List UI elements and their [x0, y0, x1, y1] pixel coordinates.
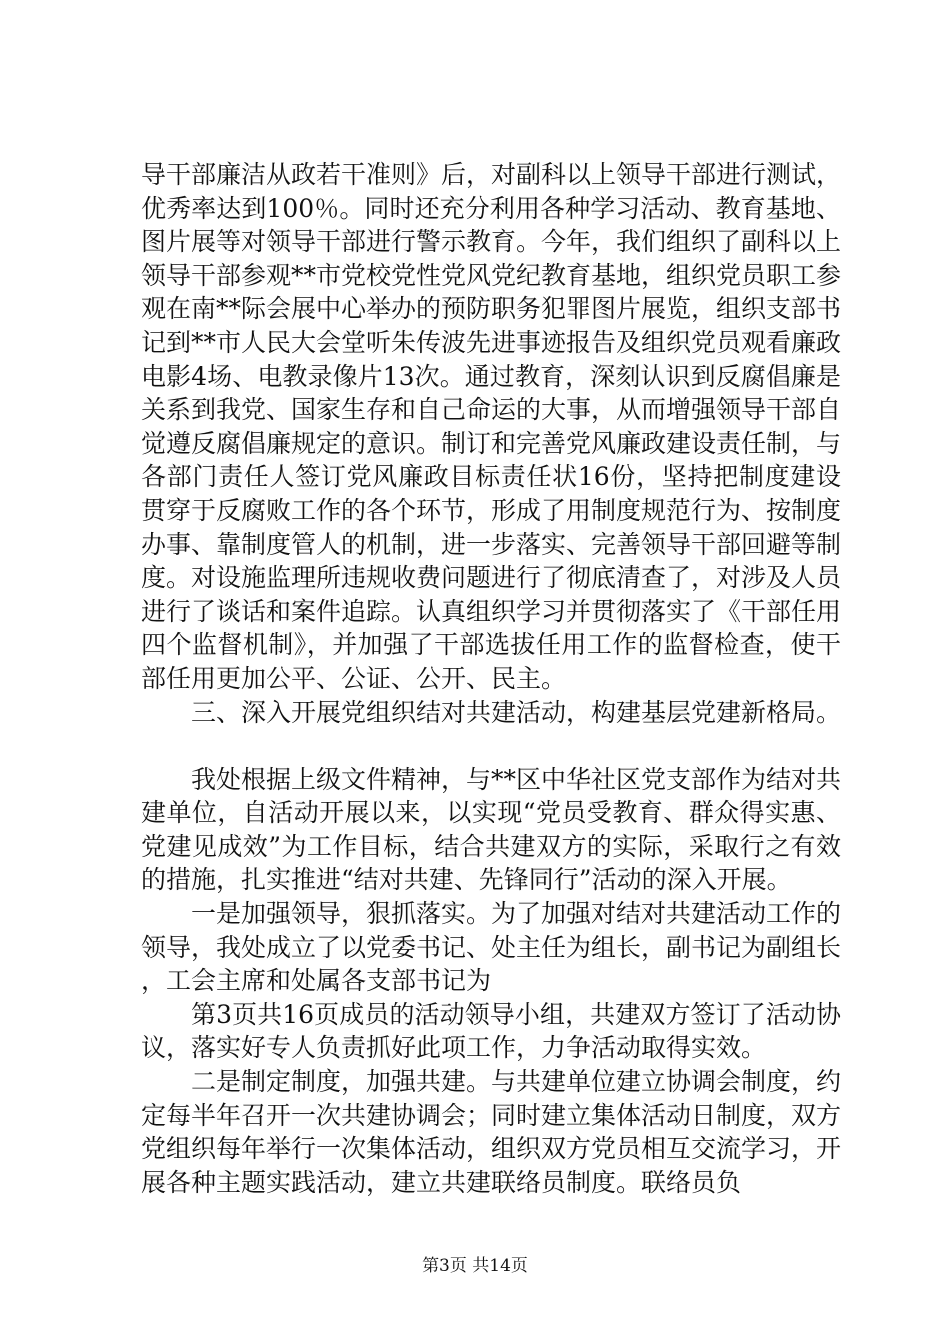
- paragraph-3: 一是加强领导，狠抓落实。为了加强对结对共建活动工作的领导，我处成立了以党委书记、处主任为组长，副书记为副组长，工会主席和处属各支部书记为: [141, 899, 842, 996]
- paragraph-5: 二是制定制度，加强共建。与共建单位建立协调会制度，约定每半年召开一次共建协调会；同时建立集体活动日制度，双方党组织每年举行一次集体活动，组织双方党员相互交流学习，开展各种主题实践活动，建立共建联络员制度。联络员负: [141, 1067, 842, 1197]
- paragraph-1: 导干部廉洁从政若干准则》后，对副科以上领导干部进行测试，优秀率达到100％。同时还充分利用各种学习活动、教育基地、图片展等对领导干部进行警示教育。今年，我们组织了副科以上领导干部参观**市党校党性党风党纪教育基地，组织党员职工参观在南**际会展中心举办的预防职务犯罪图片展览，组织支部书记到**市人民大会堂听朱传波先进事迹报告及组织党员观看廉政电影4场、电教录像片13次。通过教育，深刻认识到反腐倡廉是关系到我党、国家生存和自己命运的大事，从而增强领导干部自觉遵反腐倡廉规定的意识。制订和完善党风廉政建设责任制，与各部门责任人签订党风廉政目标责任状16份，坚持把制度建设贯穿于反腐败工作的各个环节，形成了用制度规范行为、按制度办事、靠制度管人的机制，进一步落实、完善领导干部回避等制度。对设施监理所违规收费问题进行了彻底清查了，对涉及人员进行了谈话和案件追踪。认真组织学习并贯彻落实了《干部任用四个监督机制》，并加强了干部选拔任用工作的监督检查，使干部任用更加公平、公证、公开、民主。: [141, 160, 842, 693]
- page-footer: 第3页 共14页: [422, 1256, 528, 1276]
- section-heading: 三、深入开展党组织结对共建活动，构建基层党建新格局。: [191, 697, 842, 727]
- paragraph-2: 我处根据上级文件精神，与**区中华社区党支部作为结对共建单位，自活动开展以来，以实现“党员受教育、群众得实惠、党建见成效”为工作目标，结合共建双方的实际，采取行之有效的措施，扎实推进“结对共建、先锋同行”活动的深入开展。: [141, 764, 842, 895]
- paragraph-4: 第3页共16页成员的活动领导小组，共建双方签订了活动协议，落实好专人负责抓好此项工作，力争活动取得实效。: [141, 999, 841, 1063]
- document-body: [141, 158, 841, 1199]
